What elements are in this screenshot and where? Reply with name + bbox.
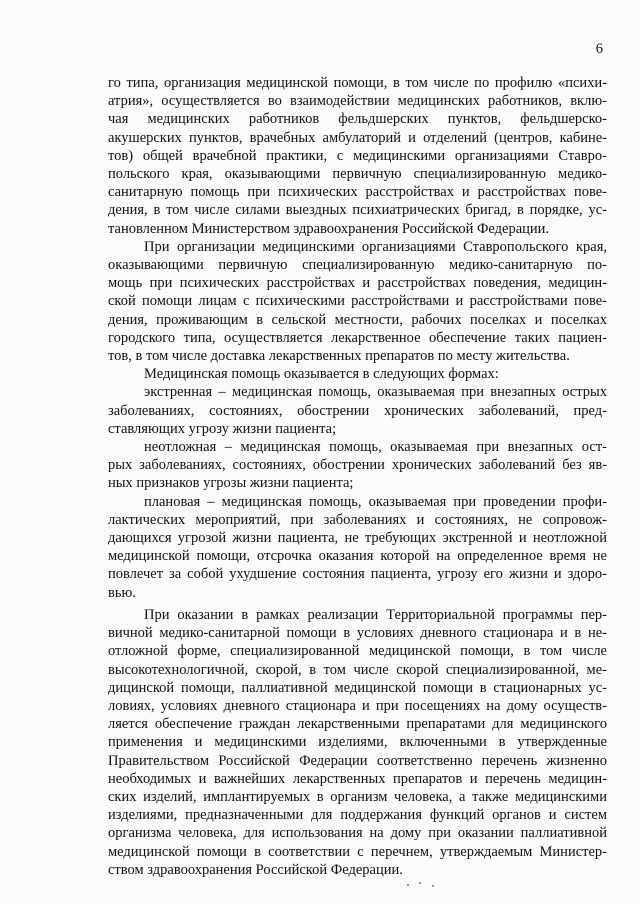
text-line: организма человека, для использования на дому при оказании паллиативной <box>108 825 607 842</box>
text-line: тановленном Министерством здравоохранения Российской Федерации. <box>108 220 550 237</box>
text-line: польского края, оказывающими первичную специализированную медико- <box>108 166 607 183</box>
text-line: ляется обеспечение граждан лекарственными препаратами для медицинского <box>108 716 607 733</box>
paragraph <box>108 493 607 602</box>
paragraph <box>108 606 607 879</box>
text-line: чая медицинских работников фельдшерских пунктов, фельдшерско- <box>108 111 607 128</box>
text-line: дения, в том числе силами выездных психиатрических бригад, в порядке, ус- <box>108 202 607 219</box>
text-line: высокотехнологичной, скорой, в том числе скорой специализированной, ме- <box>108 661 607 678</box>
text-line: тов, в том числе доставка лекарственных препаратов по месту жительства. <box>108 348 570 365</box>
text-line: дицинской помощи, паллиативной медицинской помощи в стационарных ус- <box>108 679 607 696</box>
text-line: вичной медико-санитарной помощи в условиях дневного стационара и в не- <box>108 625 607 642</box>
text-line: ловиях, условиях дневного стационара и при посещениях на дому осуществ- <box>108 697 607 714</box>
text-line: дающихся угрозой жизни пациента, не требующих экстренной и неотложной <box>108 530 607 547</box>
text-line: ских изделий, имплантируемых в организм человека, а также медицинскими <box>108 788 607 805</box>
text-line: экстренная – медицинская помощь, оказываемая при внезапных острых <box>144 384 607 401</box>
text-line: неотложная – медицинская помощь, оказываемая при внезапных ост- <box>144 439 607 456</box>
text-line: ставляющих угрозу жизни пациента; <box>108 420 337 437</box>
text-line: атрия», осуществляется во взаимодействии медицинских работников, вклю- <box>108 93 607 110</box>
text-line: повлечет за собой ухудшение состояния пациента, угрозу его жизни и здоро- <box>108 566 607 583</box>
text-line: лактических мероприятий, при заболеваниях и состояниях, не сопровож- <box>108 511 607 528</box>
text-line: ных признаков угрозы жизни пациента; <box>108 475 354 492</box>
text-line: применения и медицинскими изделиями, включенными в утвержденные <box>108 734 607 751</box>
text-line: санитарную помощь при психических расстройствах и расстройствах пове- <box>108 184 607 201</box>
paragraph <box>108 74 607 238</box>
text-line: Правительством Российской Федерации соответственно перечень жизненно <box>108 752 607 769</box>
text-line: акушерских пунктов, врачебных амбулаторий и отделений (центров, кабине- <box>108 129 607 146</box>
paragraph <box>108 438 607 493</box>
paragraph <box>108 383 607 438</box>
text-line: оказывающими первичную специализированную медико-санитарную по- <box>108 257 607 274</box>
text-line: тов) общей врачебной практики, с медицинскими организациями Ставро- <box>108 147 607 164</box>
text-line: рых заболеваниях, состояниях, обострении хронических заболеваний без яв- <box>108 457 607 474</box>
document-body <box>108 74 607 879</box>
scan-specks <box>405 880 445 888</box>
text-line: При организации медицинскими организациями Ставропольского края, <box>144 238 607 255</box>
text-line: ской помощи лицам с психическими расстройствами и расстройствами пове- <box>108 293 607 310</box>
text-line: городского типа, осуществляется лекарственное обеспечение таких пациен- <box>108 329 607 346</box>
text-line: медицинской помощи в соответствии с перечнем, утверждаемым Министер- <box>108 843 607 860</box>
paragraph <box>108 365 607 383</box>
text-line: дения, проживающим в сельской местности, рабочих поселках и поселках <box>108 311 607 328</box>
text-line: Медицинская помощь оказывается в следующих формах: <box>144 366 499 383</box>
text-line: плановая – медицинская помощь, оказываемая при проведении профи- <box>144 493 607 510</box>
text-line: изделиями, предназначенными для поддержания функций органов и систем <box>108 807 607 824</box>
text-line: ством здравоохранения Российской Федерации. <box>108 861 403 878</box>
text-line: мощь при психических расстройствах и расстройствах поведения, медицин- <box>108 275 607 292</box>
text-line: вью. <box>108 584 136 601</box>
text-line: заболеваниях, состояниях, обострении хронических заболеваний, пред- <box>108 402 607 419</box>
text-line: При оказании в рамках реализации Территориальной программы пер- <box>144 606 607 623</box>
paragraph <box>108 238 607 365</box>
text-line: отложной форме, специализированной медицинской помощи, в том числе <box>108 643 607 660</box>
page-number: 6 <box>595 41 603 57</box>
text-line: медицинской помощи, отсрочка оказания которой на определенное время не <box>108 548 607 565</box>
text-line: необходимых и важнейших лекарственных препаратов и перечень медицин- <box>108 770 607 787</box>
text-line: го типа, организация медицинской помощи, в том числе по профилю «психи- <box>108 75 607 91</box>
